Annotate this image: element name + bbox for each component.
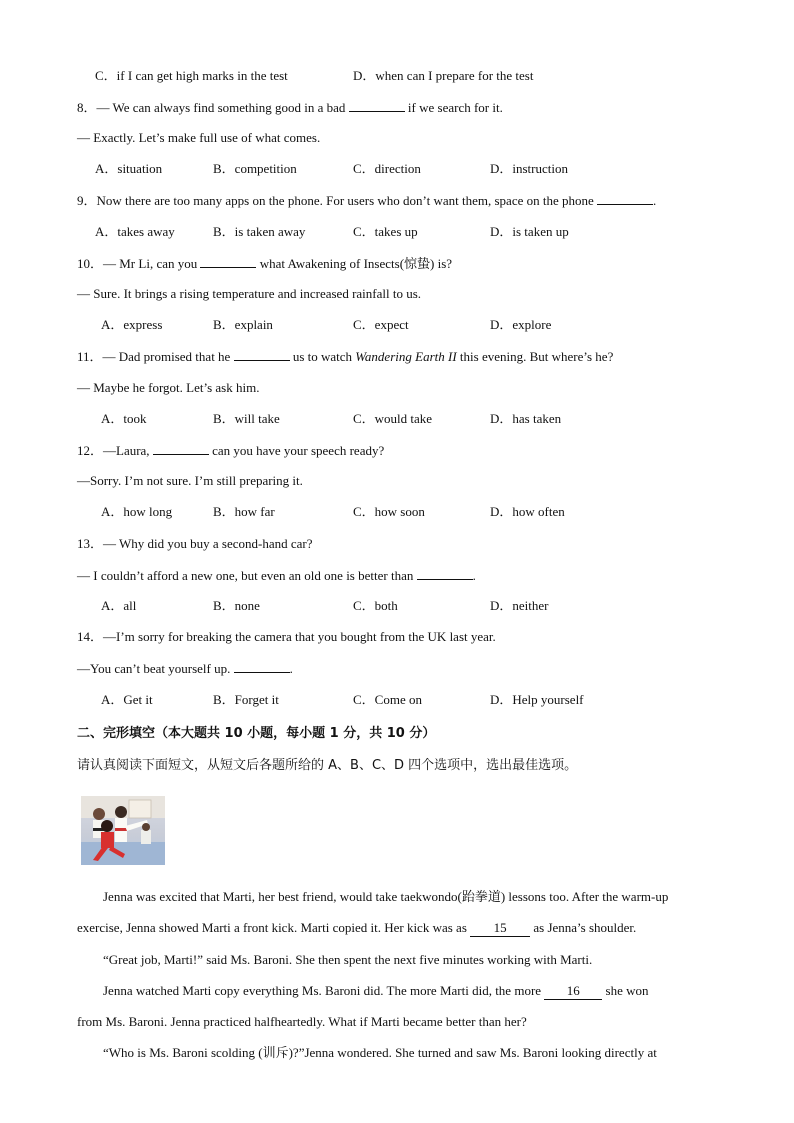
- q12-option-c: C．how soon: [353, 504, 425, 519]
- q8-option-b: B．competition: [213, 161, 297, 176]
- question-14-reply: —You can’t beat yourself up. .: [77, 661, 293, 676]
- q10-option-d: D．explore: [490, 317, 552, 332]
- q9-option-c: C．takes up: [353, 224, 418, 239]
- passage-p3-line2: from Ms. Baroni. Jenna practiced halfheartedly. What if Marti became better than her?: [77, 1014, 527, 1029]
- q13-option-b: B．none: [213, 598, 260, 613]
- answer-blank: [417, 567, 473, 580]
- answer-blank: [200, 255, 256, 268]
- passage-p1-line2: exercise, Jenna showed Marti a front kick. Marti copied it. Her kick was as 15 as Jenna’s shoulder.: [77, 920, 637, 935]
- q10-option-c: C．expect: [353, 317, 409, 332]
- answer-blank: [234, 348, 290, 361]
- passage-p1-line1: Jenna was excited that Marti, her best friend, would take taekwondo(跆拳道) lessons too. After the warm-up: [103, 889, 669, 904]
- q12-option-b: B．how far: [213, 504, 275, 519]
- question-8-prompt: 8．— We can always find something good in a bad if we search for it.: [77, 100, 503, 115]
- answer-blank: [234, 660, 290, 673]
- question-12-prompt: 12．—Laura, can you have your speech ready?: [77, 443, 385, 458]
- q12-option-d: D．how often: [490, 504, 565, 519]
- question-14-prompt: 14．—I’m sorry for breaking the camera that you bought from the UK last year.: [77, 629, 496, 644]
- q11-option-c: C．would take: [353, 411, 433, 426]
- blank-15[interactable]: 15: [470, 920, 530, 937]
- passage-p2: “Great job, Marti!” said Ms. Baroni. She then spent the next five minutes working with Marti.: [103, 952, 593, 967]
- taekwondo-photo: [81, 796, 165, 865]
- answer-blank: [349, 99, 405, 112]
- q13-option-d: D．neither: [490, 598, 549, 613]
- q8-option-d: D．instruction: [490, 161, 568, 176]
- question-11-prompt: 11．— Dad promised that he us to watch Wandering Earth II this evening. But where’s he?: [77, 349, 614, 364]
- blank-16[interactable]: 16: [544, 983, 602, 1000]
- q12-option-a: A．how long: [101, 504, 173, 519]
- passage-p3-line1: Jenna watched Marti copy everything Ms. Baroni did. The more Marti did, the more 16 she won: [103, 983, 649, 998]
- movie-title: Wandering Earth II: [355, 349, 457, 364]
- q9-option-b: B．is taken away: [213, 224, 306, 239]
- question-10-prompt: 10．— Mr Li, can you what Awakening of Insects(惊蛰) is?: [77, 256, 453, 271]
- taekwondo-illustration: [81, 796, 165, 865]
- question-12-reply: —Sorry. I’m not sure. I’m still preparing it.: [77, 473, 303, 488]
- answer-blank: [597, 192, 653, 205]
- q8-option-a: A．situation: [95, 161, 163, 176]
- q14-option-d: D．Help yourself: [490, 692, 584, 707]
- question-8-reply: — Exactly. Let’s make full use of what comes.: [77, 130, 321, 145]
- q10-option-b: B．explain: [213, 317, 273, 332]
- q10-option-a: A．express: [101, 317, 163, 332]
- passage-p4: “Who is Ms. Baroni scolding (训斥)?”Jenna wondered. She turned and saw Ms. Baroni looking directly at: [103, 1045, 657, 1060]
- q9-option-a: A．takes away: [95, 224, 175, 239]
- q9-option-d: D．is taken up: [490, 224, 569, 239]
- question-13-reply: — I couldn’t afford a new one, but even an old one is better than .: [77, 568, 476, 583]
- section-instruction: 请认真阅读下面短文，从短文后各题所给的 A、B、C、D 四个选项中，选出最佳选项。: [77, 758, 578, 773]
- q13-option-c: C．both: [353, 598, 398, 613]
- question-11-reply: — Maybe he forgot. Let’s ask him.: [77, 380, 260, 395]
- q13-option-a: A．all: [101, 598, 137, 613]
- question-10-reply: — Sure. It brings a rising temperature and increased rainfall to us.: [77, 286, 422, 301]
- q14-option-c: C．Come on: [353, 692, 422, 707]
- q7-option-d: D．when can I prepare for the test: [353, 68, 534, 83]
- q7-option-c: C．if I can get high marks in the test: [95, 68, 288, 83]
- question-13-prompt: 13．— Why did you buy a second-hand car?: [77, 536, 313, 551]
- answer-blank: [153, 442, 209, 455]
- section-heading: 二、完形填空（本大题共 10 小题，每小题 1 分，共 10 分）: [77, 726, 436, 741]
- q11-option-a: A．took: [101, 411, 147, 426]
- q11-option-d: D．has taken: [490, 411, 562, 426]
- q8-option-c: C．direction: [353, 161, 421, 176]
- q14-option-a: A．Get it: [101, 692, 153, 707]
- q11-option-b: B．will take: [213, 411, 280, 426]
- question-9-prompt: 9．Now there are too many apps on the phone. For users who don’t want them, space on the phone .: [77, 193, 657, 208]
- q14-option-b: B．Forget it: [213, 692, 279, 707]
